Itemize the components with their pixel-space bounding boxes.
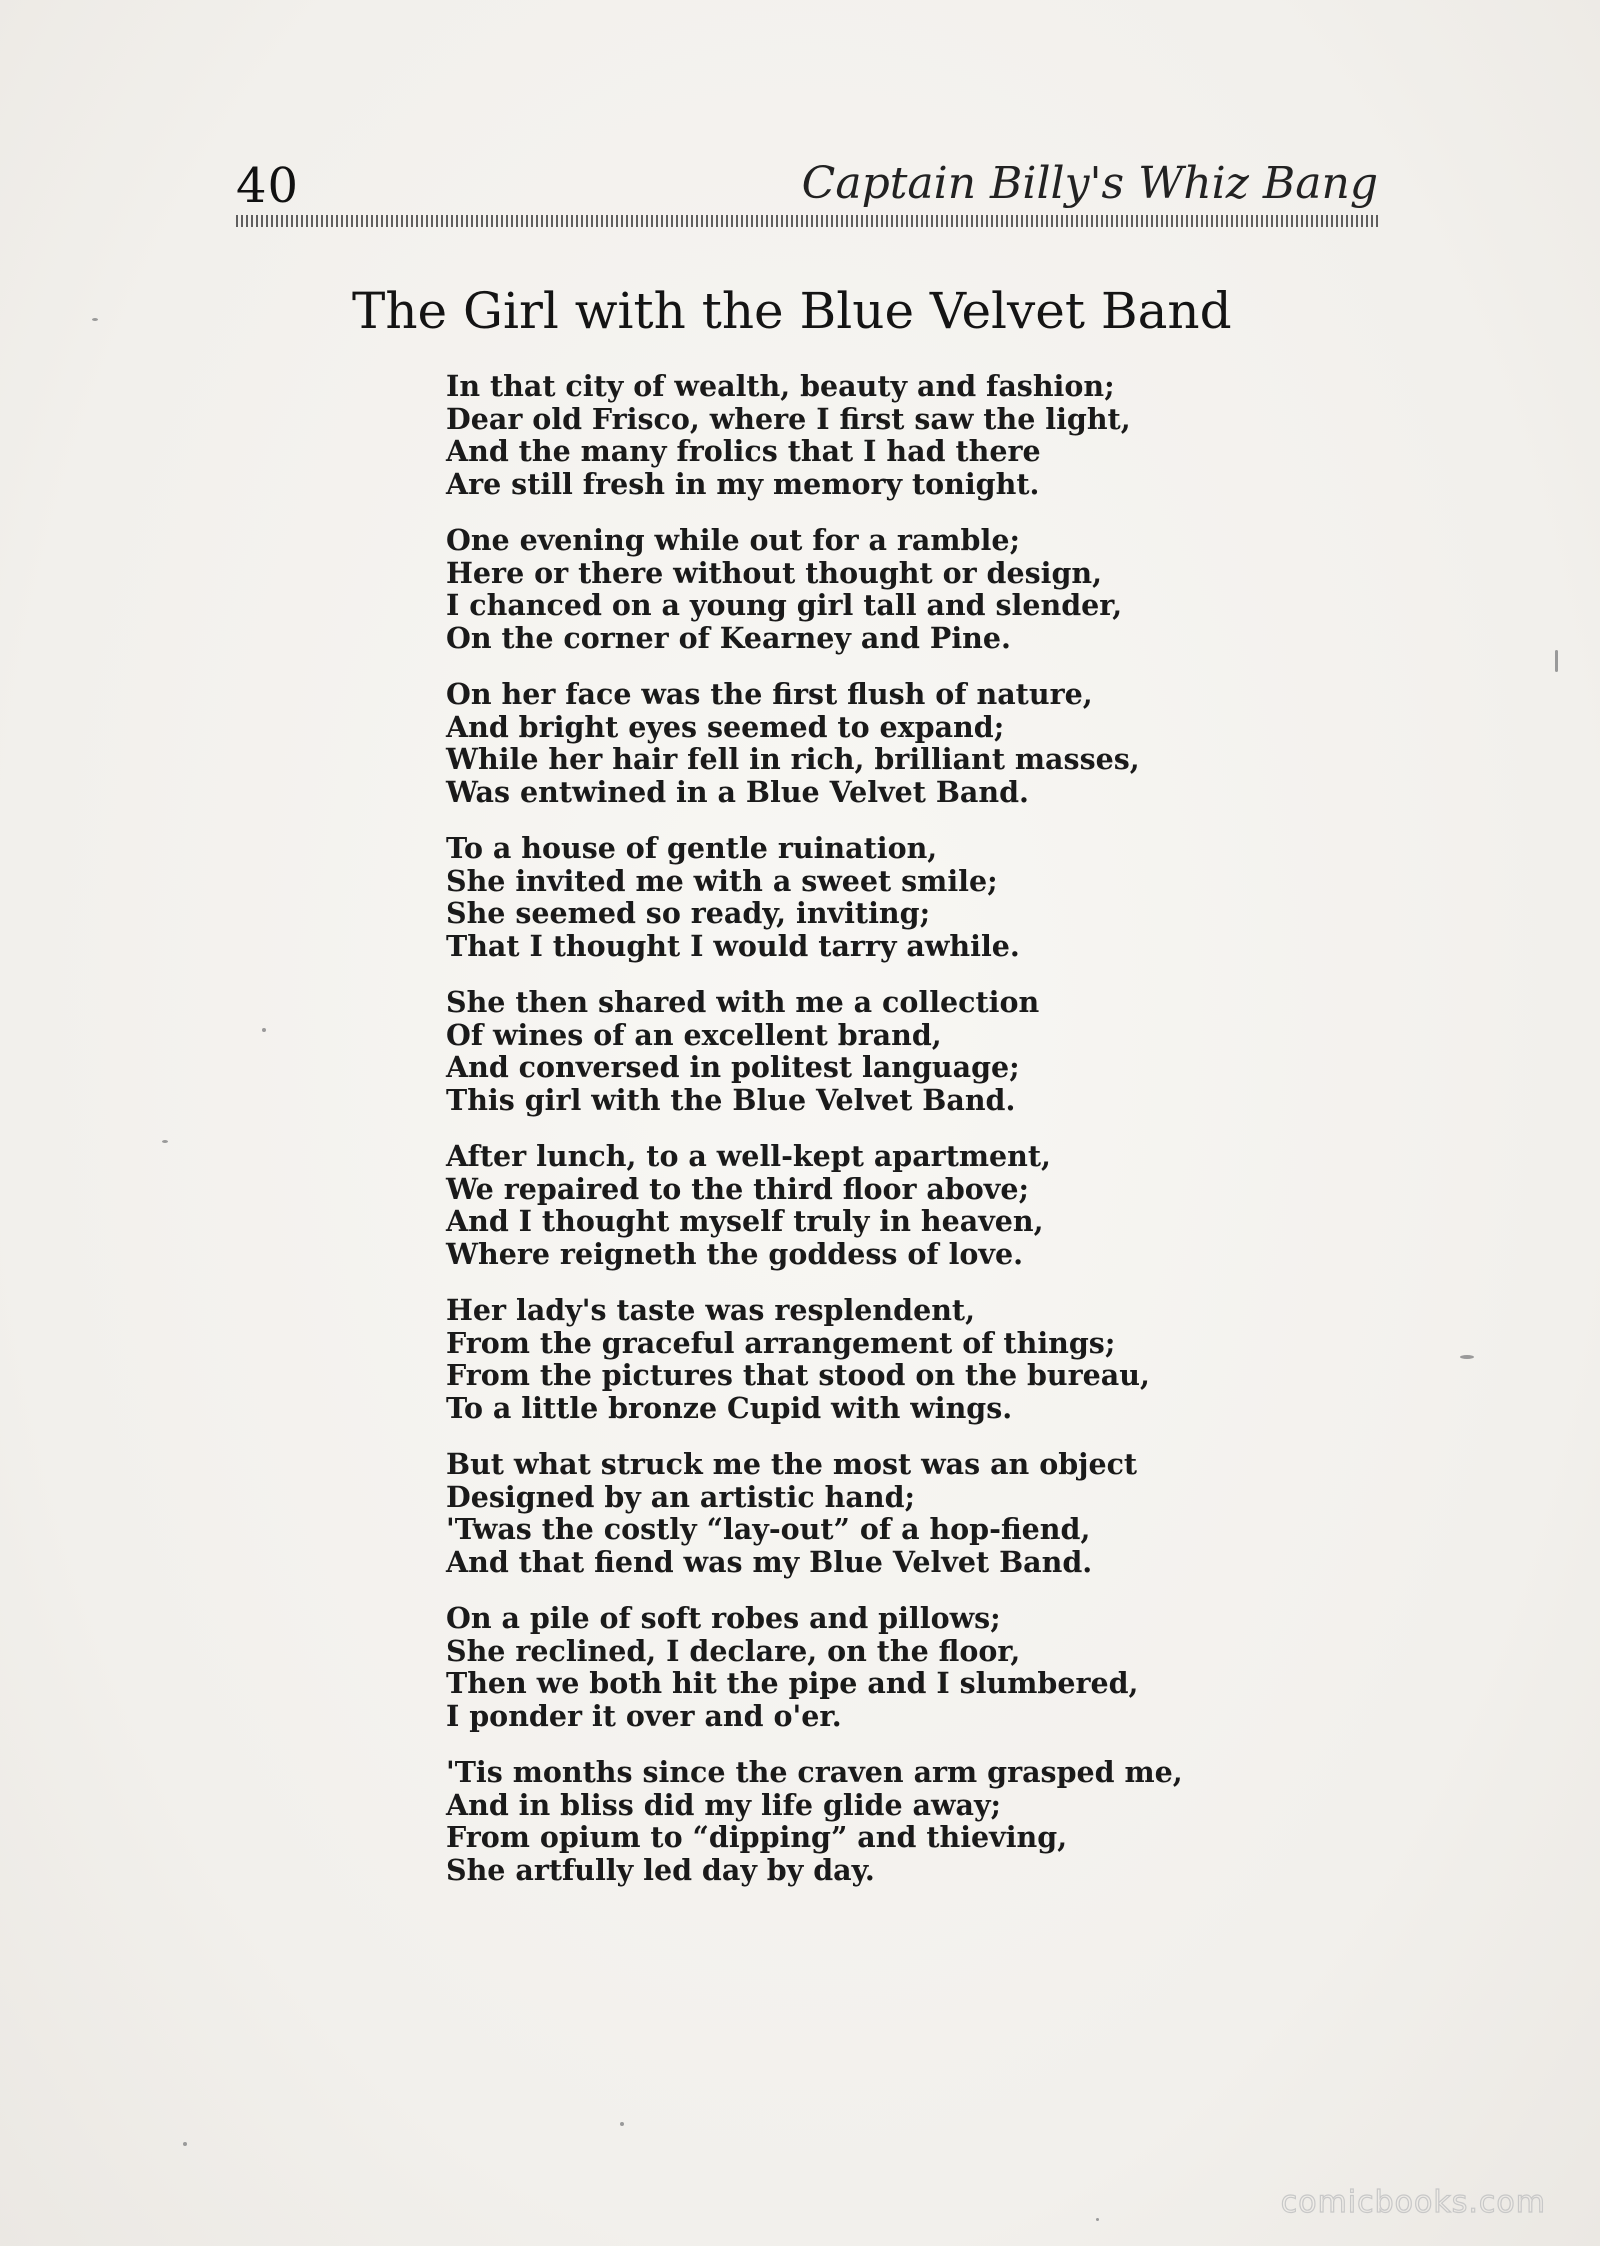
poem-stanza <box>446 986 1346 1116</box>
poem-stanza <box>446 1294 1346 1424</box>
paper-speck <box>183 2142 187 2146</box>
poem-line: Was entwined in a Blue Velvet Band. <box>446 774 1029 809</box>
poem-line: Where reigneth the goddess of love. <box>446 1236 1024 1271</box>
poem-line: And I thought myself truly in heaven, <box>446 1204 1044 1238</box>
poem-line: From the graceful arrangement of things; <box>446 1325 1116 1360</box>
page-number: 40 <box>236 158 300 214</box>
poem-line: In that city of wealth, beauty and fashion; <box>446 369 1115 403</box>
paper-speck <box>1460 1355 1474 1359</box>
poem-line: On her face was the first flush of nature, <box>446 677 1093 711</box>
paper-speck <box>92 318 98 321</box>
poem-line: And in bliss did my life glide away; <box>446 1787 1002 1822</box>
poem-stanza <box>446 524 1346 654</box>
poem-line: While her hair fell in rich, brilliant masses, <box>446 742 1140 776</box>
poem-body <box>446 370 1346 1910</box>
paper-speck <box>1555 650 1558 672</box>
poem-line: This girl with the Blue Velvet Band. <box>446 1082 1016 1117</box>
paper-speck <box>620 2122 624 2126</box>
poem-stanza <box>446 678 1346 808</box>
poem-title: The Girl with the Blue Velvet Band <box>352 282 1232 340</box>
poem-line: Are still fresh in my memory tonight. <box>446 466 1040 501</box>
poem-line: And bright eyes seemed to expand; <box>446 709 1005 744</box>
poem-line: 'Tis months since the craven arm grasped me, <box>446 1755 1183 1789</box>
poem-line: On a pile of soft robes and pillows; <box>446 1601 1001 1635</box>
poem-line: To a little bronze Cupid with wings. <box>446 1390 1013 1425</box>
poem-line: On the corner of Kearney and Pine. <box>446 620 1011 655</box>
poem-line: From the pictures that stood on the bureau, <box>446 1358 1150 1392</box>
poem-line: Dear old Frisco, where I first saw the light, <box>446 401 1131 436</box>
poem-line: She invited me with a sweet smile; <box>446 863 998 898</box>
paper-speck <box>262 1028 266 1032</box>
poem-line: We repaired to the third floor above; <box>446 1171 1030 1206</box>
poem-line: And that fiend was my Blue Velvet Band. <box>446 1544 1093 1579</box>
paper-speck <box>162 1140 168 1143</box>
paper-speck <box>1096 2218 1099 2221</box>
running-title: Captain Billy's Whiz Bang <box>801 158 1378 209</box>
poem-line: Designed by an artistic hand; <box>446 1479 916 1514</box>
poem-stanza <box>446 370 1346 500</box>
watermark: comicbooks.com <box>1280 2185 1546 2220</box>
poem-stanza <box>446 1602 1346 1732</box>
poem-stanza <box>446 1756 1346 1886</box>
poem-line: And conversed in politest language; <box>446 1050 1020 1084</box>
poem-line: To a house of gentle ruination, <box>446 831 938 865</box>
poem-line: Here or there without thought or design, <box>446 555 1103 590</box>
poem-stanza <box>446 1448 1346 1578</box>
poem-line: From opium to “dipping” and thieving, <box>446 1820 1068 1854</box>
poem-stanza <box>446 1140 1346 1270</box>
poem-line: After lunch, to a well-kept apartment, <box>446 1139 1051 1173</box>
poem-line: Of wines of an excellent brand, <box>446 1017 942 1052</box>
poem-line: Her lady's taste was resplendent, <box>446 1293 976 1327</box>
poem-line: I chanced on a young girl tall and slender, <box>446 588 1123 622</box>
poem-line: That I thought I would tarry awhile. <box>446 928 1020 963</box>
poem-line: But what struck me the most was an object <box>446 1447 1138 1481</box>
poem-stanza <box>446 832 1346 962</box>
poem-line: Then we both hit the pipe and I slumbered, <box>446 1666 1139 1700</box>
poem-line: 'Twas the costly “lay-out” of a hop-fiend, <box>446 1512 1091 1546</box>
poem-line: She artfully led day by day. <box>446 1852 875 1887</box>
poem-line: I ponder it over and o'er. <box>446 1698 842 1733</box>
poem-line: And the many frolics that I had there <box>446 434 1041 468</box>
poem-line: She reclined, I declare, on the floor, <box>446 1633 1021 1668</box>
header-rule <box>236 215 1378 227</box>
poem-line: She seemed so ready, inviting; <box>446 896 931 930</box>
poem-line: She then shared with me a collection <box>446 985 1040 1019</box>
poem-line: One evening while out for a ramble; <box>446 523 1020 557</box>
